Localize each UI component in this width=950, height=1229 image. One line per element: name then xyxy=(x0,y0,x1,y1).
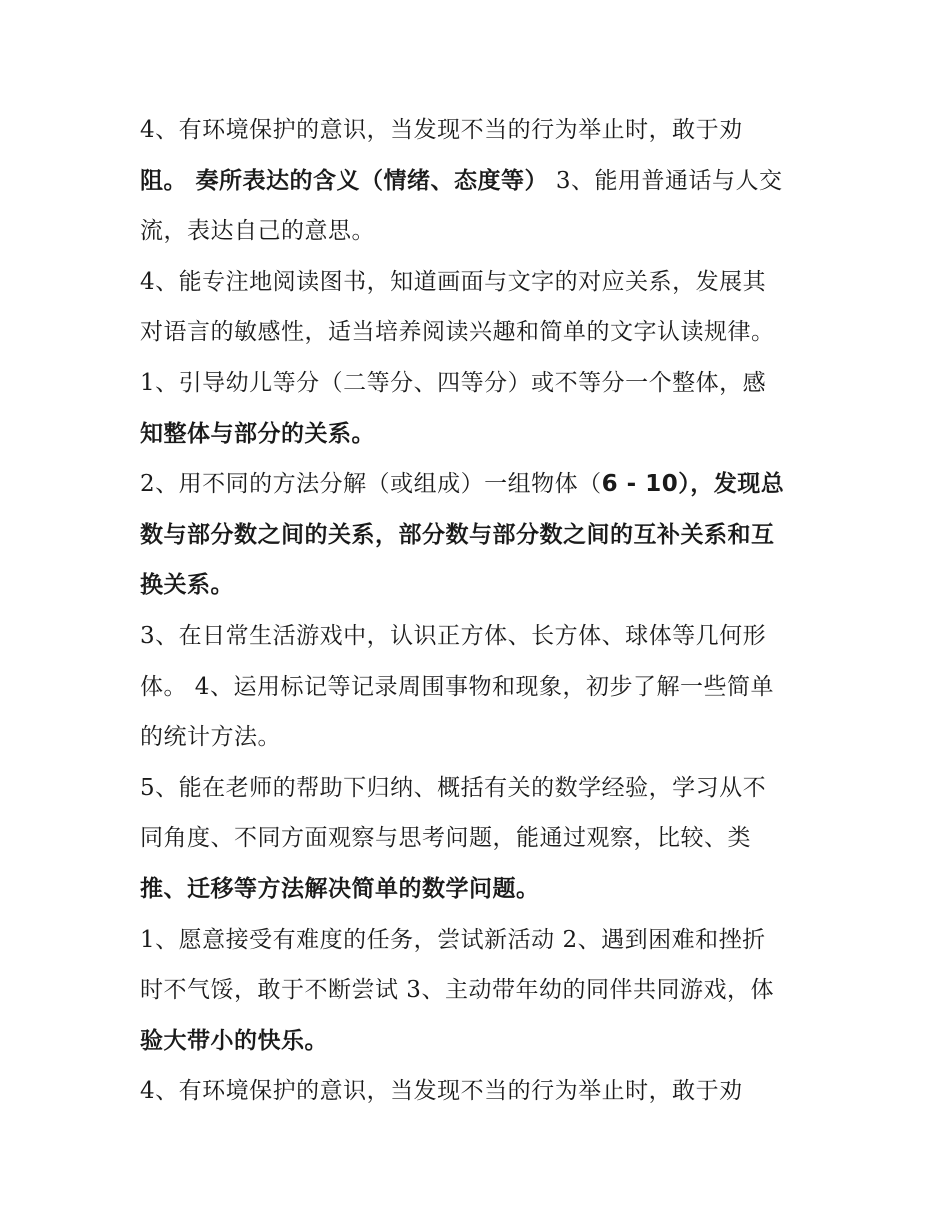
text-segment: 同角度、不同方面观察与思考问题，能通过观察，比较、类 xyxy=(140,825,751,851)
text-segment: 3、能用普通话与人交 xyxy=(548,168,783,194)
text-line-7 xyxy=(140,414,840,454)
text-line-5 xyxy=(140,312,840,352)
text-segment: 推、迁移等方法解决简单的数学问题。 xyxy=(140,876,540,902)
text-segment: 知整体与部分的关系。 xyxy=(140,421,375,447)
text-line-2 xyxy=(140,161,840,201)
text-segment: 4、有环境保护的意识，当发现不当的行为举止时，敢于劝 xyxy=(140,117,743,143)
text-line-10 xyxy=(140,565,840,605)
text-line-14 xyxy=(140,768,840,808)
text-segment: 1、引导幼儿等分（二等分、四等分）或不等分一个整体，感 xyxy=(140,370,767,396)
text-line-18 xyxy=(140,970,840,1010)
text-line-6 xyxy=(140,363,840,403)
text-line-13 xyxy=(140,717,840,757)
text-segment: 5、能在老师的帮助下归纳、概括有关的数学经验，学习从不 xyxy=(140,775,767,801)
text-line-17 xyxy=(140,920,840,960)
text-segment: 6 - 10），发现总 xyxy=(601,471,785,497)
text-line-12 xyxy=(140,667,840,707)
text-line-20 xyxy=(140,1071,840,1111)
text-line-9 xyxy=(140,515,840,555)
text-line-4 xyxy=(140,262,840,302)
text-line-15 xyxy=(140,818,840,858)
text-line-11 xyxy=(140,616,840,656)
text-segment: 对语言的敏感性，适当培养阅读兴趣和简单的文字认读规律。 xyxy=(140,319,775,345)
text-segment: 的统计方法。 xyxy=(140,724,281,750)
text-line-1 xyxy=(140,110,840,150)
text-segment: 体。 4、运用标记等记录周围事物和现象，初步了解一些简单 xyxy=(140,674,774,700)
text-segment: 4、能专注地阅读图书，知道画面与文字的对应关系，发展其 xyxy=(140,269,767,295)
text-line-3 xyxy=(140,211,840,251)
text-segment: 换关系。 xyxy=(140,572,234,598)
text-segment: 流，表达自己的意思。 xyxy=(140,218,375,244)
text-line-8 xyxy=(140,464,840,504)
text-segment: 时不气馁，敢于不断尝试 3、主动带年幼的同伴共同游戏，体 xyxy=(140,977,774,1003)
text-segment: 验大带小的快乐。 xyxy=(140,1028,328,1054)
text-segment: 1、愿意接受有难度的任务，尝试新活动 2、遇到困难和挫折 xyxy=(140,927,766,953)
text-segment: 4、有环境保护的意识，当发现不当的行为举止时，敢于劝 xyxy=(140,1078,743,1104)
text-segment: 2、用不同的方法分解（或组成）一组物体（ xyxy=(140,471,602,497)
text-segment: 3、在日常生活游戏中，认识正方体、长方体、球体等几何形 xyxy=(140,623,767,649)
text-line-19 xyxy=(140,1021,840,1061)
text-segment: 数与部分数之间的关系，部分数与部分数之间的互补关系和互 xyxy=(140,522,775,548)
text-line-16 xyxy=(140,869,840,909)
text-segment: 阻。 奏所表达的含义（情绪、态度等） xyxy=(140,168,549,194)
